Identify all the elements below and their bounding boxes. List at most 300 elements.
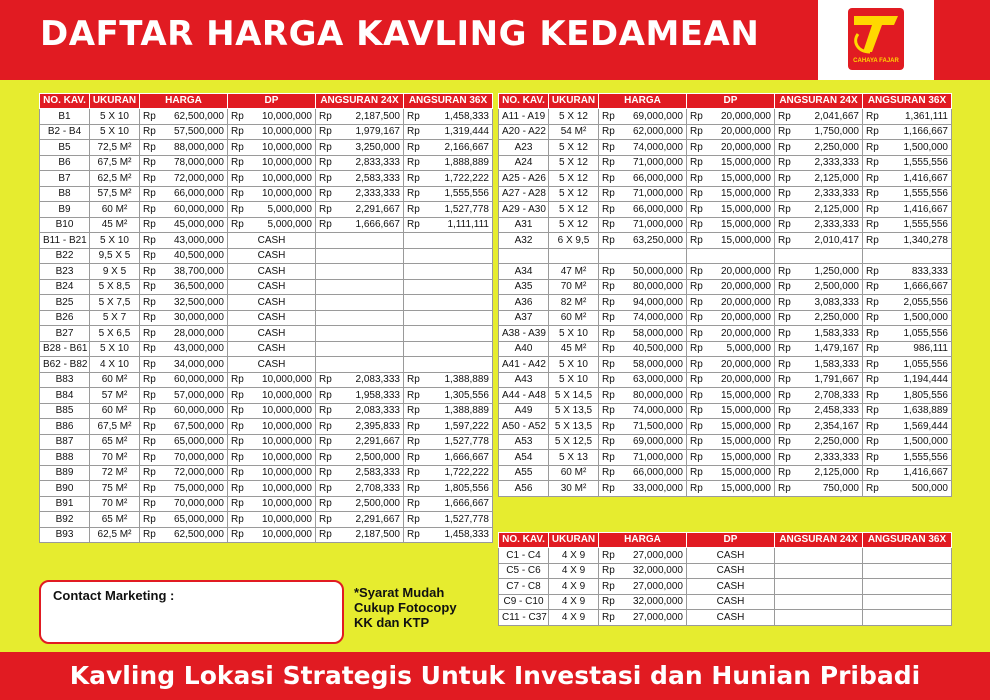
header-harga: HARGA [599,94,687,109]
amount: 69,000,000 [632,436,683,448]
currency-label: Rp [602,343,615,355]
amount: 2,041,667 [814,110,859,122]
currency-label: Rp [407,110,420,122]
amount: 62,500,000 [173,110,224,122]
size-cell: 45 M² [90,217,140,233]
table-row [40,357,493,373]
currency-label: Rp [319,467,332,479]
amount: 1,597,222 [444,420,489,432]
table-row [40,124,493,140]
table-row [40,341,493,357]
amount: 20,000,000 [720,141,771,153]
amount: 62,500,000 [173,529,224,541]
installment-24x-cell [316,202,404,218]
kav-number-cell: A38 - A39 [499,326,549,342]
amount: 65,000,000 [173,513,224,525]
amount: 15,000,000 [720,451,771,463]
amount: 1,722,222 [444,467,489,479]
table-row [499,594,952,610]
amount: 2,333,333 [814,451,859,463]
size-cell: 75 M² [90,481,140,497]
kav-number-cell: A55 [499,465,549,481]
kav-number-cell: A53 [499,434,549,450]
amount: 15,000,000 [720,405,771,417]
table-row [40,527,493,543]
currency-label: Rp [231,436,244,448]
installment-36x-cell [863,186,952,202]
amount: 2,291,667 [355,203,400,215]
currency-label: Rp [866,141,879,153]
installment-36x-cell [863,233,952,249]
installment-36x-cell [863,594,952,610]
requirements-note [354,585,457,630]
installment-24x-cell [316,372,404,388]
installment-36x-cell [404,279,493,295]
amount: 72,000,000 [173,467,224,479]
amount: 5,000,000 [267,219,312,231]
size-cell: 4 X 9 [549,548,599,564]
currency-label: Rp [778,203,791,215]
down-payment-cell [228,434,316,450]
installment-36x-cell [863,481,952,497]
kav-number-cell: A25 - A26 [499,171,549,187]
size-cell: 65 M² [90,512,140,528]
currency-label: Rp [231,513,244,525]
kav-number-cell: B92 [40,512,90,528]
down-payment-cell: CASH [228,341,316,357]
header-harga: HARGA [599,533,687,548]
currency-label: Rp [319,436,332,448]
currency-label: Rp [778,265,791,277]
amount: 1,805,556 [444,482,489,494]
currency-label: Rp [690,296,703,308]
amount: 2,250,000 [814,141,859,153]
installment-36x-cell [404,450,493,466]
header-angsuran-24x: ANGSURAN 24X [775,94,863,109]
amount: 66,000,000 [632,203,683,215]
currency-label: Rp [602,203,615,215]
installment-24x-cell [775,450,863,466]
amount: 74,000,000 [632,405,683,417]
table-row [499,295,952,311]
size-cell: 5 X 12,5 [549,434,599,450]
table-row [499,217,952,233]
currency-label: Rp [602,389,615,401]
amount: 15,000,000 [720,172,771,184]
amount: 1,416,667 [903,172,948,184]
size-cell: 60 M² [549,310,599,326]
installment-36x-cell [863,155,952,171]
kav-number-cell: B26 [40,310,90,326]
amount: 10,000,000 [261,513,312,525]
down-payment-cell: CASH [687,610,775,626]
currency-label: Rp [319,219,332,231]
size-cell: 4 X 9 [549,610,599,626]
currency-label: Rp [407,513,420,525]
installment-24x-cell [775,326,863,342]
table-row [40,512,493,528]
amount: 1,527,778 [444,436,489,448]
amount: 70,000,000 [173,451,224,463]
amount: 1,500,000 [903,141,948,153]
table-row [40,186,493,202]
down-payment-cell [687,403,775,419]
table-row [499,450,952,466]
installment-24x-cell [316,357,404,373]
size-cell: 5 X 10 [90,124,140,140]
currency-label: Rp [866,327,879,339]
table-row [499,434,952,450]
installment-24x-cell [316,295,404,311]
currency-label: Rp [866,157,879,169]
price-table-b [39,93,493,543]
table-header [499,533,952,548]
kav-number-cell: A49 [499,403,549,419]
currency-label: Rp [690,126,703,138]
amount: 10,000,000 [261,436,312,448]
contact-box [39,580,344,644]
price-cell [599,610,687,626]
table-row [40,372,493,388]
currency-label: Rp [231,188,244,200]
size-cell: 9,5 X 5 [90,248,140,264]
installment-24x-cell [775,310,863,326]
installment-24x-cell [316,310,404,326]
requirements-line: Cukup Fotocopy [354,600,457,615]
currency-label: Rp [778,343,791,355]
amount: 43,000,000 [173,234,224,246]
price-cell [140,233,228,249]
amount: 58,000,000 [632,327,683,339]
amount: 2,083,333 [355,374,400,386]
currency-label: Rp [690,436,703,448]
price-cell [599,233,687,249]
size-cell: 5 X 7,5 [90,295,140,311]
currency-label: Rp [602,482,615,494]
amount: 5,000,000 [726,343,771,355]
amount: 1,305,556 [444,389,489,401]
kav-number-cell: A34 [499,264,549,280]
amount: 66,000,000 [173,188,224,200]
price-cell [140,295,228,311]
amount: 20,000,000 [720,281,771,293]
table-header [499,94,952,109]
down-payment-cell: CASH [687,563,775,579]
amount: 15,000,000 [720,188,771,200]
currency-label: Rp [143,296,156,308]
price-cell [140,496,228,512]
currency-label: Rp [778,327,791,339]
size-cell: 72,5 M² [90,140,140,156]
header-ukuran: UKURAN [90,94,140,109]
installment-36x-cell [863,171,952,187]
currency-label: Rp [866,281,879,293]
installment-24x-cell [775,434,863,450]
currency-label: Rp [866,389,879,401]
installment-24x-cell [316,496,404,512]
down-payment-cell: CASH [687,579,775,595]
currency-label: Rp [602,172,615,184]
installment-36x-cell [863,248,952,264]
amount: 80,000,000 [632,389,683,401]
amount: 15,000,000 [720,436,771,448]
amount: 1,479,167 [814,343,859,355]
price-cell [140,248,228,264]
installment-36x-cell [404,465,493,481]
kav-number-cell: B90 [40,481,90,497]
currency-label: Rp [231,374,244,386]
currency-label: Rp [778,451,791,463]
installment-24x-cell [316,419,404,435]
down-payment-cell [228,419,316,435]
price-cell [599,295,687,311]
kav-number-cell: B89 [40,465,90,481]
table-row [40,109,493,125]
table-row [40,496,493,512]
price-cell [599,155,687,171]
size-cell: 9 X 5 [90,264,140,280]
amount: 2,291,667 [355,436,400,448]
installment-24x-cell [316,217,404,233]
currency-label: Rp [319,451,332,463]
currency-label: Rp [231,172,244,184]
amount: 1,666,667 [444,451,489,463]
kav-number-cell: B11 - B21 [40,233,90,249]
table-row [499,372,952,388]
price-cell [599,124,687,140]
installment-24x-cell [775,610,863,626]
amount: 1,340,278 [903,234,948,246]
currency-label: Rp [778,405,791,417]
amount: 10,000,000 [261,126,312,138]
size-cell: 6 X 9,5 [549,233,599,249]
size-cell: 5 X 8,5 [90,279,140,295]
down-payment-cell [687,279,775,295]
currency-label: Rp [143,172,156,184]
installment-36x-cell [863,450,952,466]
installment-24x-cell [775,419,863,435]
currency-label: Rp [143,405,156,417]
price-cell [599,450,687,466]
price-cell [140,403,228,419]
table-row [499,233,952,249]
currency-label: Rp [143,327,156,339]
currency-label: Rp [231,219,244,231]
down-payment-cell [228,171,316,187]
amount: 1,638,889 [903,405,948,417]
header-harga: HARGA [140,94,228,109]
installment-36x-cell [863,264,952,280]
installment-24x-cell [775,548,863,564]
down-payment-cell [687,310,775,326]
amount: 1,805,556 [903,389,948,401]
currency-label: Rp [690,219,703,231]
amount: 27,000,000 [632,611,683,623]
table-row [499,419,952,435]
down-payment-cell [228,109,316,125]
currency-label: Rp [602,405,615,417]
currency-label: Rp [319,126,332,138]
installment-36x-cell [404,186,493,202]
currency-label: Rp [690,343,703,355]
size-cell: 47 M² [549,264,599,280]
price-cell [140,279,228,295]
currency-label: Rp [778,389,791,401]
amount: 1,583,333 [814,358,859,370]
table-row [40,434,493,450]
amount: 2,708,333 [814,389,859,401]
amount: 20,000,000 [720,312,771,324]
installment-36x-cell [863,295,952,311]
amount: 62,000,000 [632,126,683,138]
currency-label: Rp [602,157,615,169]
installment-24x-cell [775,248,863,264]
amount: 71,000,000 [632,451,683,463]
down-payment-cell [687,202,775,218]
currency-label: Rp [407,219,420,231]
currency-label: Rp [407,389,420,401]
installment-24x-cell [775,155,863,171]
currency-label: Rp [143,374,156,386]
kav-number-cell: A23 [499,140,549,156]
currency-label: Rp [143,157,156,169]
amount: 80,000,000 [632,281,683,293]
installment-24x-cell [316,109,404,125]
kav-number-cell: A54 [499,450,549,466]
amount: 10,000,000 [261,405,312,417]
kav-number-cell: C1 - C4 [499,548,549,564]
table-row [40,248,493,264]
installment-24x-cell [775,465,863,481]
installment-24x-cell [316,279,404,295]
installment-24x-cell [775,264,863,280]
price-cell [599,264,687,280]
amount: 71,000,000 [632,188,683,200]
size-cell [549,248,599,264]
down-payment-cell [228,496,316,512]
currency-label: Rp [866,172,879,184]
amount: 50,000,000 [632,265,683,277]
installment-36x-cell [404,140,493,156]
currency-label: Rp [143,529,156,541]
table-row [499,186,952,202]
installment-36x-cell [404,248,493,264]
kav-number-cell: A36 [499,295,549,311]
size-cell: 62,5 M² [90,527,140,543]
installment-36x-cell [863,341,952,357]
size-cell: 5 X 10 [549,357,599,373]
size-cell: 70 M² [549,279,599,295]
installment-24x-cell [316,527,404,543]
amount: 1,583,333 [814,327,859,339]
currency-label: Rp [602,219,615,231]
kav-number-cell: B84 [40,388,90,404]
amount: 69,000,000 [632,110,683,122]
currency-label: Rp [602,234,615,246]
currency-label: Rp [143,358,156,370]
currency-label: Rp [231,420,244,432]
amount: 750,000 [822,482,859,494]
table-header [40,94,493,109]
down-payment-cell: CASH [687,548,775,564]
table-row [499,563,952,579]
installment-36x-cell [404,357,493,373]
kav-number-cell: A32 [499,233,549,249]
currency-label: Rp [143,188,156,200]
currency-label: Rp [690,467,703,479]
amount: 10,000,000 [261,141,312,153]
down-payment-cell [687,217,775,233]
kav-number-cell: B87 [40,434,90,450]
installment-24x-cell [316,248,404,264]
currency-label: Rp [407,374,420,386]
table-row [499,264,952,280]
down-payment-cell [228,140,316,156]
currency-label: Rp [866,343,879,355]
installment-36x-cell [404,341,493,357]
kav-number-cell: B10 [40,217,90,233]
installment-36x-cell [404,233,493,249]
kav-number-cell: C7 - C8 [499,579,549,595]
price-cell [140,186,228,202]
currency-label: Rp [143,482,156,494]
kav-number-cell: C5 - C6 [499,563,549,579]
amount: 3,083,333 [814,296,859,308]
currency-label: Rp [866,420,879,432]
installment-36x-cell [404,217,493,233]
installment-36x-cell [863,202,952,218]
currency-label: Rp [143,281,156,293]
currency-label: Rp [778,482,791,494]
currency-label: Rp [319,110,332,122]
amount: 1,791,667 [814,374,859,386]
currency-label: Rp [602,327,615,339]
amount: 70,000,000 [173,498,224,510]
header-dp: DP [687,94,775,109]
header-ukuran: UKURAN [549,94,599,109]
installment-24x-cell [316,465,404,481]
installment-36x-cell [404,512,493,528]
installment-24x-cell [316,186,404,202]
size-cell: 5 X 12 [549,171,599,187]
installment-36x-cell [404,124,493,140]
kav-number-cell: A56 [499,481,549,497]
price-cell [140,372,228,388]
size-cell: 67,5 M² [90,155,140,171]
installment-24x-cell [316,155,404,171]
amount: 2,333,333 [355,188,400,200]
size-cell: 65 M² [90,434,140,450]
currency-label: Rp [778,219,791,231]
currency-label: Rp [866,110,879,122]
amount: 38,700,000 [173,265,224,277]
installment-24x-cell [775,124,863,140]
price-cell [599,202,687,218]
amount: 15,000,000 [720,157,771,169]
amount: 833,333 [911,265,948,277]
price-cell [140,140,228,156]
installment-36x-cell [863,388,952,404]
table-row [40,233,493,249]
amount: 20,000,000 [720,126,771,138]
amount: 1,666,667 [903,281,948,293]
currency-label: Rp [231,498,244,510]
installment-24x-cell [775,388,863,404]
currency-label: Rp [319,374,332,386]
logo-text: CAHAYA FAJAR [853,58,899,64]
amount: 1,055,556 [903,327,948,339]
installment-36x-cell [404,295,493,311]
